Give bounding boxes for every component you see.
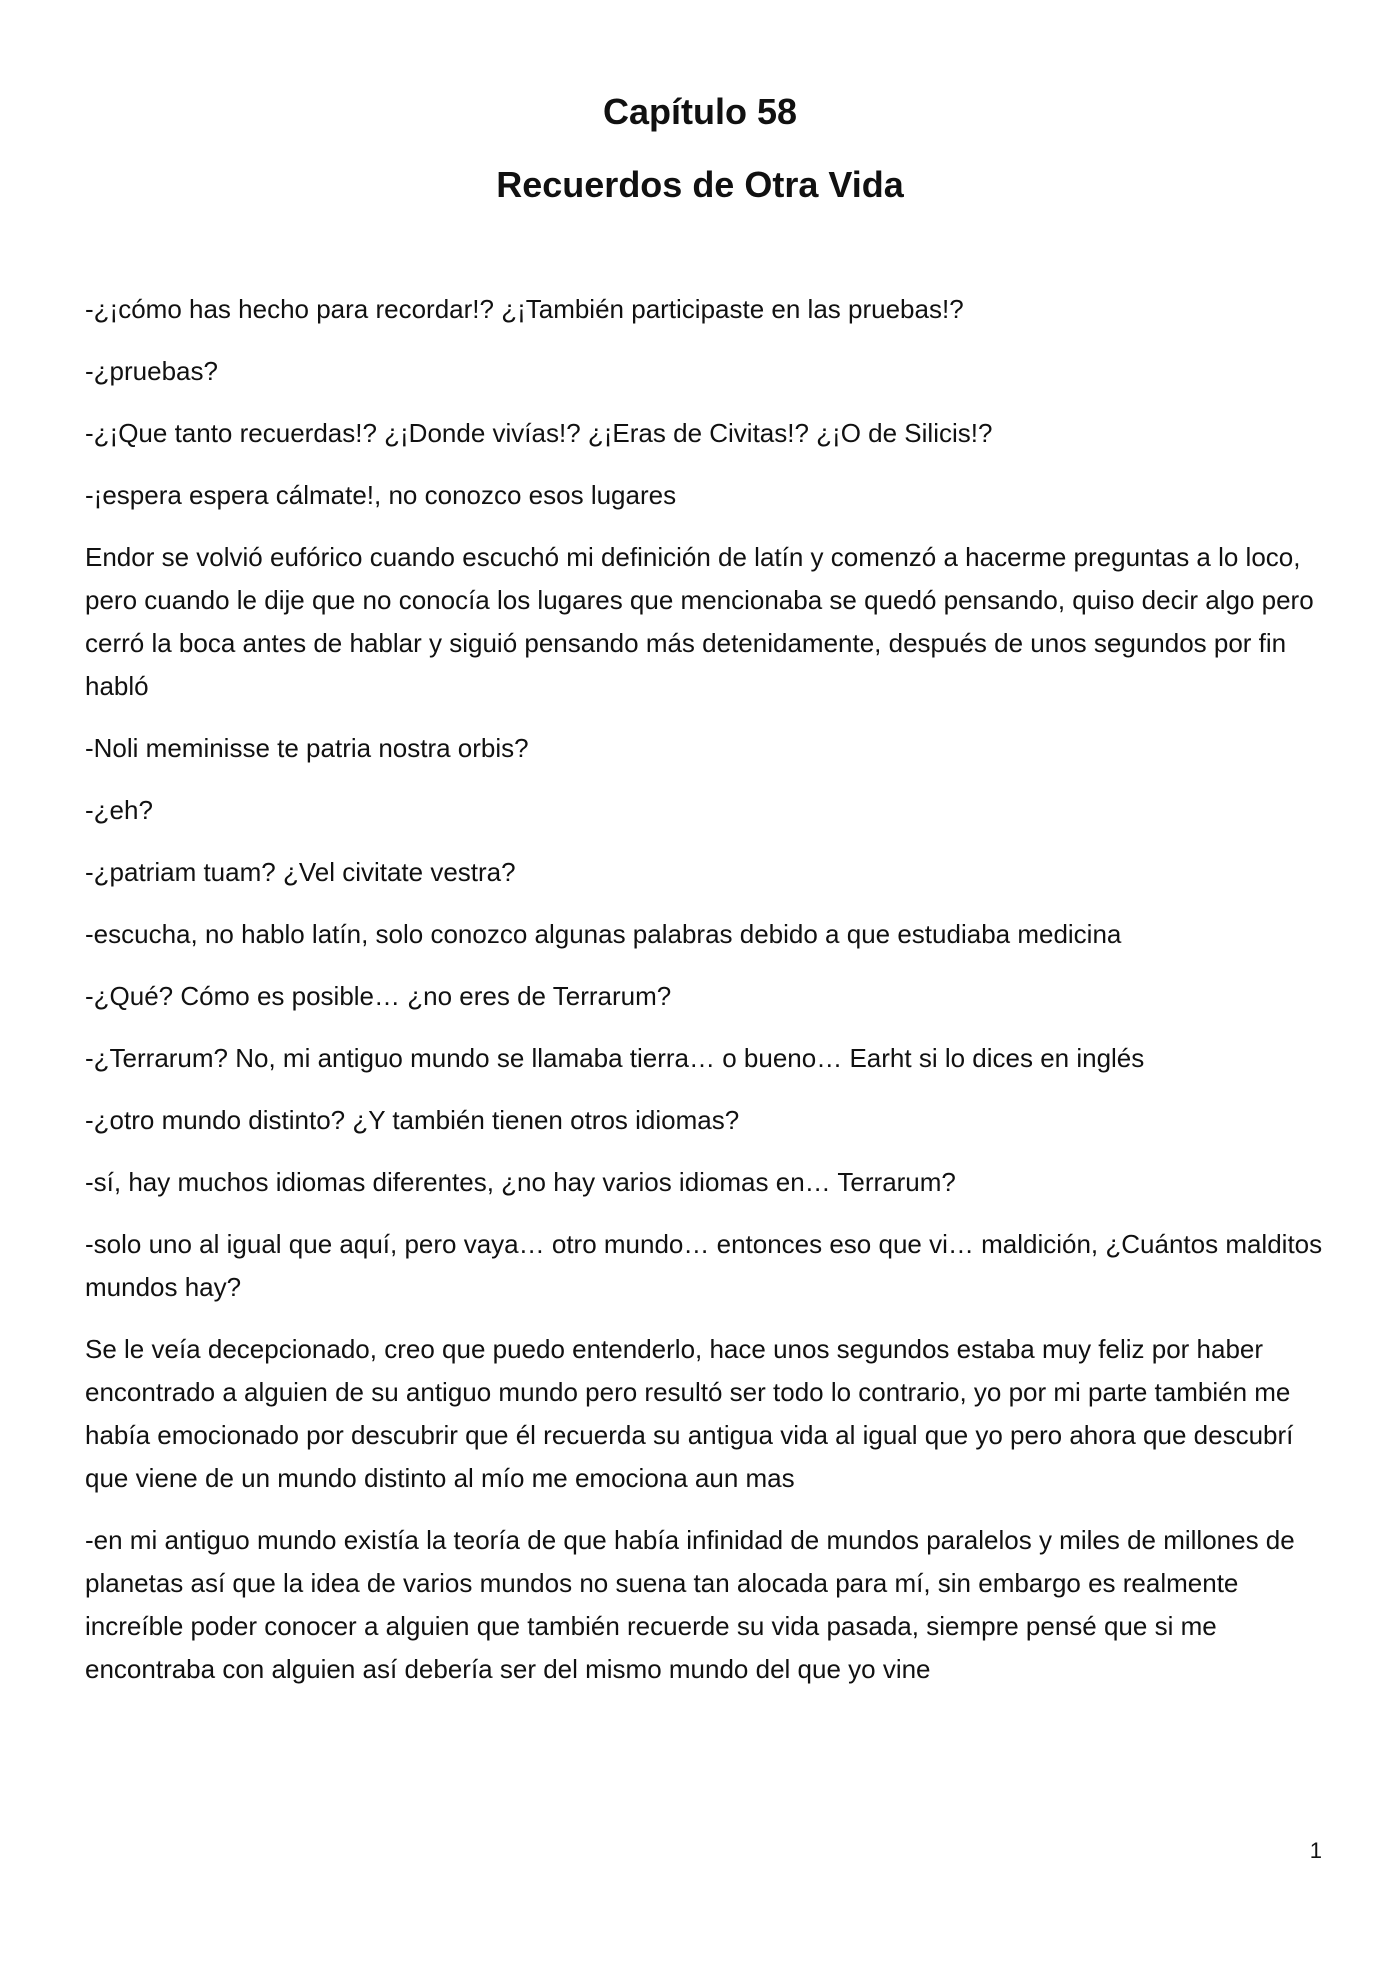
paragraph: -¿Terrarum? No, mi antiguo mundo se llamaba tierra… o bueno… Earht si lo dices en inglés [85,1043,1145,1073]
paragraph: -en mi antiguo mundo existía la teoría de que había infinidad de mundos paralelos y miles de millones de planetas así que la idea de varios mundos no suena tan alocada para mí, sin embargo es realmente increíble poder conocer a alguien que también recuerde su vida pasada, siempre pensé que si me encontraba con alguien así debería ser del mismo mundo del que yo vine [85,1525,1295,1684]
paragraph: -¿¡Que tanto recuerdas!? ¿¡Donde vivías!? ¿¡Eras de Civitas!? ¿¡O de Silicis!? [85,418,993,448]
paragraph: -¿otro mundo distinto? ¿Y también tienen otros idiomas? [85,1105,740,1135]
paragraph: -Noli meminisse te patria nostra orbis? [85,733,529,763]
chapter-number: Capítulo 58 [602,91,798,132]
body-text [85,288,1323,1710]
paragraph: -sí, hay muchos idiomas diferentes, ¿no hay varios idiomas en… Terrarum? [85,1167,956,1197]
paragraph: Endor se volvió eufórico cuando escuchó mi definición de latín y comenzó a hacerme preguntas a lo loco, pero cuando le dije que no conocía los lugares que mencionaba se quedó pensando, quiso decir algo pero cerró la boca antes de hablar y siguió pensando más detenidamente, después de unos segundos por fin habló [85,542,1314,701]
paragraph: -solo uno al igual que aquí, pero vaya… otro mundo… entonces eso que vi… maldición, ¿Cuántos malditos mundos hay? [85,1229,1323,1302]
paragraph: -¿¡cómo has hecho para recordar!? ¿¡También participaste en las pruebas!? [85,294,964,324]
paragraph: -¡espera espera cálmate!, no conozco esos lugares [85,480,677,510]
paragraph: -¿pruebas? [85,356,218,386]
paragraph: Se le veía decepcionado, creo que puedo entenderlo, hace unos segundos estaba muy feliz por haber encontrado a alguien de su antiguo mundo pero resultó ser todo lo contrario, yo por mi parte también me había emocionado por descubrir que él recuerda su antigua vida al igual que yo pero ahora que descubrí que viene de un mundo distinto al mío me emociona aun mas [85,1334,1294,1493]
paragraph: -¿patriam tuam? ¿Vel civitate vestra? [85,857,516,887]
paragraph: -escucha, no hablo latín, solo conozco algunas palabras debido a que estudiaba medicina [85,919,1122,949]
chapter-title: Recuerdos de Otra Vida [496,164,904,205]
paragraph: -¿eh? [85,795,153,825]
paragraph: -¿Qué? Cómo es posible… ¿no eres de Terrarum? [85,981,672,1011]
page-number: 1 [1309,1838,1322,1863]
